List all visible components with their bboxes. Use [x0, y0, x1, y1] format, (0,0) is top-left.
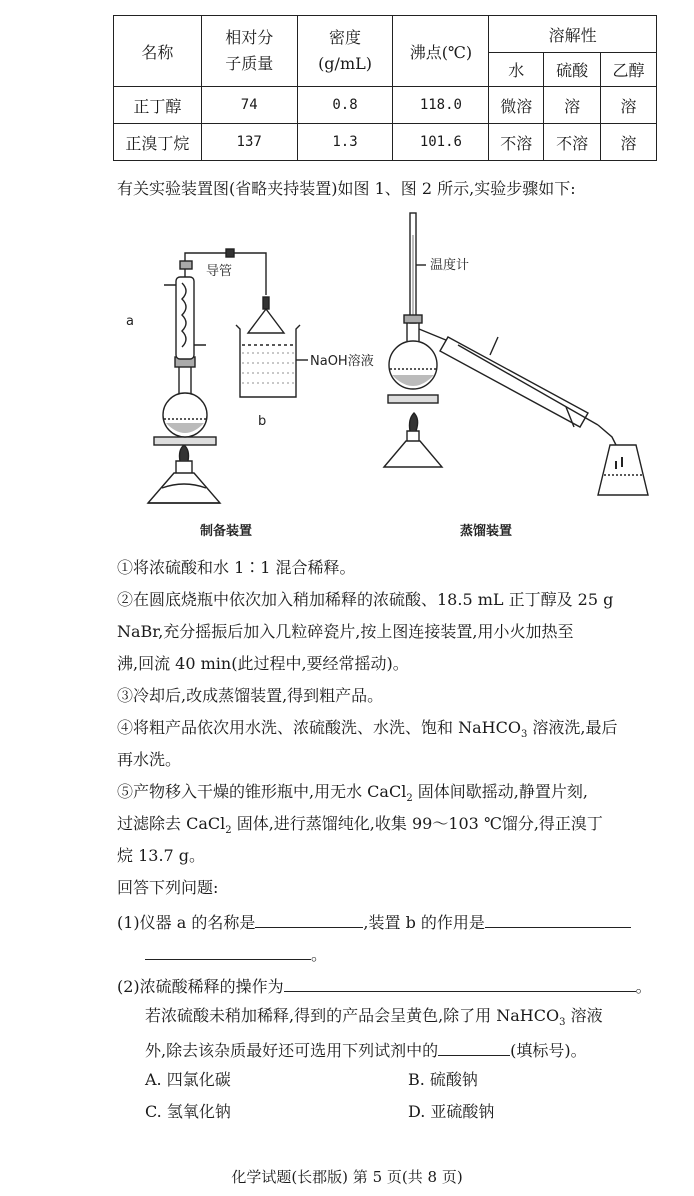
option-c[interactable]: C. 氢氧化钠 — [145, 1102, 231, 1121]
header-boiling-point: 沸点(℃) — [393, 16, 489, 87]
table-header-row — [114, 16, 657, 53]
step-1: ①将浓硫酸和水 1∶1 混合稀释。 — [117, 558, 356, 577]
questions-prompt: 回答下列问题: — [117, 878, 219, 897]
cell-water: 微溶 — [489, 87, 544, 124]
question-2-line-3: 外,除去该杂质最好还可选用下列试剂中的 (填标号)。 — [145, 1037, 587, 1062]
page-footer: 化学试题(长郡版) 第 5 页(共 8 页) — [231, 1168, 463, 1186]
answer-blank-1b-cont[interactable] — [145, 941, 311, 960]
cell-mw: 137 — [201, 124, 297, 161]
cell-density: 1.3 — [297, 124, 393, 161]
cell-name: 正丁醇 — [114, 87, 202, 124]
cell-acid: 溶 — [544, 87, 601, 124]
header-name: 名称 — [114, 16, 202, 87]
cell-name: 正溴丁烷 — [114, 124, 202, 161]
answer-blank-1a[interactable] — [255, 909, 363, 928]
cell-bp: 118.0 — [393, 87, 489, 124]
step-3: ③冷却后,改成蒸馏装置,得到粗产品。 — [117, 686, 384, 705]
caption-distillation: 蒸馏装置 — [460, 524, 513, 539]
caption-preparation: 制备装置 — [200, 524, 253, 539]
table-row — [114, 124, 657, 161]
distillation-apparatus — [384, 213, 648, 495]
option-d[interactable]: D. 亚硫酸钠 — [408, 1102, 495, 1121]
step-2-line-1: ②在圆底烧瓶中依次加入稍加稀释的浓硫酸、18.5 mL 正丁醇及 25 g — [117, 590, 614, 609]
cell-ethanol: 溶 — [601, 87, 657, 124]
cell-bp: 101.6 — [393, 124, 489, 161]
step-4-line-1: ④将粗产品依次用水洗、浓硫酸洗、水洗、饱和 NaHCO$_3$ 溶液洗,最后 — [117, 718, 618, 741]
answer-blank-2a[interactable] — [284, 973, 636, 992]
question-1-line-2: 。 — [145, 941, 327, 966]
question-2-line-1: (2)浓硫酸稀释的操作为 。 — [117, 973, 652, 998]
label-thermometer: 温度计 — [430, 258, 470, 273]
header-density: 密度 (g/mL) — [297, 16, 393, 87]
step-5-line-3: 烷 13.7 g。 — [117, 846, 206, 865]
properties-table — [113, 15, 657, 161]
header-ethanol: 乙醇 — [601, 53, 657, 87]
intro-text: 有关实验装置图(省略夹持装置)如图 1、图 2 所示,实验步骤如下: — [117, 179, 576, 198]
option-b[interactable]: B. 硫酸钠 — [408, 1070, 478, 1089]
cell-water: 不溶 — [489, 124, 544, 161]
apparatus-figure — [118, 205, 678, 545]
answer-blank-2b[interactable] — [438, 1037, 510, 1056]
cell-ethanol: 溶 — [601, 124, 657, 161]
option-a[interactable]: A. 四氯化碳 — [145, 1070, 231, 1089]
header-water: 水 — [489, 53, 544, 87]
answer-blank-1b[interactable] — [485, 909, 631, 928]
header-molecular-weight: 相对分 子质量 — [201, 16, 297, 87]
cell-density: 0.8 — [297, 87, 393, 124]
label-tube: 导管 — [206, 264, 233, 279]
step-5-line-2: 过滤除去 CaCl$_2$ 固体,进行蒸馏纯化,收集 99～103 ℃馏分,得正溴丁 — [117, 814, 603, 837]
step-2-line-2: NaBr,充分摇振后加入几粒碎瓷片,按上图连接装置,用小火加热至 — [117, 622, 574, 641]
cell-mw: 74 — [201, 87, 297, 124]
step-5-line-1: ⑤产物移入干燥的锥形瓶中,用无水 CaCl$_2$ 固体间歇摇动,静置片刻, — [117, 782, 588, 805]
header-sulfuric-acid: 硫酸 — [544, 53, 601, 87]
question-2-line-2: 若浓硫酸未稍加稀释,得到的产品会呈黄色,除了用 NaHCO$_3$ 溶液 — [145, 1006, 603, 1029]
step-4-line-2: 再水洗。 — [117, 750, 182, 769]
table-row — [114, 87, 657, 124]
label-naoh: NaOH溶液 — [310, 354, 374, 369]
preparation-apparatus — [148, 249, 308, 503]
label-b: b — [258, 414, 267, 429]
question-1-line-1: (1)仪器 a 的名称是 ,装置 b 的作用是 — [117, 909, 631, 934]
label-a: a — [126, 314, 134, 329]
header-solubility: 溶解性 — [489, 16, 657, 53]
step-2-line-3: 沸,回流 40 min(此过程中,要经常摇动)。 — [117, 654, 409, 673]
cell-acid: 不溶 — [544, 124, 601, 161]
